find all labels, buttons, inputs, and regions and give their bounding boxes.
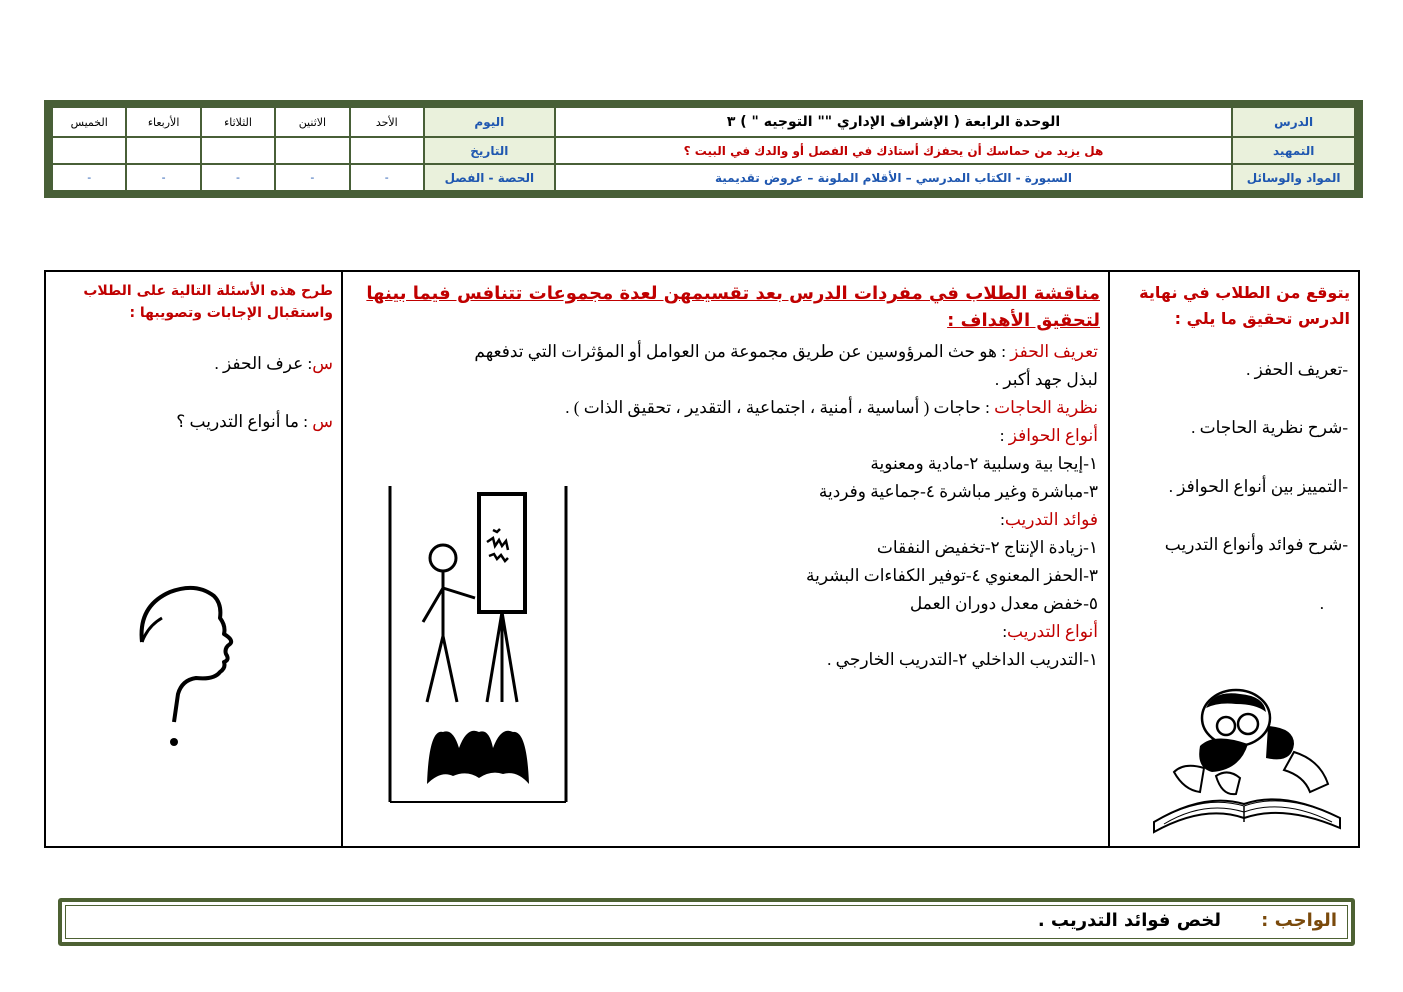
lesson-body-table — [44, 270, 1360, 848]
benefits-item: ١-زيادة الإنتاج ٢-تخفيض النفقات — [876, 538, 1098, 557]
question-1 — [215, 354, 334, 374]
intro-text: هل يزيد من حماسك أن يحفزك أستاذك في الفصل أو والدك في البيت ؟ — [556, 138, 1232, 163]
training-types-item: ١-التدريب الداخلي ٢-التدريب الخارجي . — [827, 650, 1098, 669]
incentives-label: أنواع الحوافز — [1008, 426, 1098, 445]
content-column — [341, 272, 1108, 846]
date-cell — [53, 138, 125, 163]
questions-heading: طرح هذه الأسئلة التالية على الطلاب واستقبال الإجابات وتصويبها : — [83, 283, 333, 321]
day-label: اليوم — [425, 108, 554, 136]
objectives-heading: يتوقع من الطلاب في نهاية الدرس تحقيق ما يلي : — [1139, 283, 1350, 328]
objective-item: . — [1319, 594, 1324, 613]
benefits-label: فوائد التدريب — [1004, 510, 1098, 529]
period-class-label: الحصة - الفصل — [425, 165, 554, 190]
benefits-item: ٣-الحفز المعنوي ٤-توفير الكفاءات البشرية — [806, 566, 1098, 585]
period-cell: - — [127, 165, 199, 190]
day-monday: الاثنين — [276, 108, 348, 136]
question-prefix: س — [312, 354, 333, 373]
objective-item: -تعريف الحفز . — [1246, 360, 1348, 379]
day-sunday: الأحد — [351, 108, 423, 136]
objective-item: -التمييز بين أنواع الحوافز . — [1168, 477, 1348, 496]
definition-text: : هو حث المرؤوسين عن طريق مجموعة من العوامل أو المؤثرات التي تدفعهم — [474, 342, 1011, 361]
reading-man-illustration — [1144, 672, 1350, 840]
homework-box — [58, 898, 1355, 946]
lesson-title: الوحدة الرابعة ( الإشراف الإداري "" التوجيه " ) ٣ — [556, 108, 1232, 136]
question-prefix: س — [312, 412, 333, 431]
training-types-label: أنواع التدريب — [1007, 622, 1098, 641]
header-row-materials — [53, 165, 1354, 190]
homework-text: لخص فوائد التدريب . — [1037, 910, 1221, 931]
lesson-header-table — [44, 100, 1363, 198]
date-cell — [202, 138, 274, 163]
date-cell — [276, 138, 348, 163]
date-label: التاريخ — [425, 138, 554, 163]
day-thursday: الخميس — [53, 108, 125, 136]
period-cell: - — [351, 165, 423, 190]
header-row-lesson — [53, 108, 1354, 136]
presenter-illustration — [387, 486, 569, 804]
content-heading: مناقشة الطلاب في مفردات الدرس بعد تقسيمهن لعدة مجموعات تتنافس فيما بينها لتحقيق الأهداف : — [366, 283, 1100, 331]
needs-line — [565, 398, 1098, 418]
benefits-colon: : — [1000, 510, 1005, 529]
benefits-line — [1000, 510, 1098, 530]
needs-text: : حاجات ( أساسية ، أمنية ، اجتماعية ، التقدير ، تحقيق الذات ) . — [565, 398, 995, 417]
objective-item: -شرح فوائد وأنواع التدريب — [1164, 535, 1348, 554]
training-types-line — [1002, 622, 1098, 642]
benefits-item: ٥-خفض معدل دوران العمل — [909, 594, 1098, 613]
question-2 — [176, 412, 333, 432]
materials-text: السبورة - الكتاب المدرسي – الأقلام الملونة – عروض تقديمية — [556, 165, 1232, 190]
header-row-intro — [53, 138, 1354, 163]
period-cell: - — [53, 165, 125, 190]
question-text: : ما أنواع التدريب ؟ — [176, 412, 313, 431]
questions-column — [46, 272, 341, 846]
day-wednesday: الأربعاء — [127, 108, 199, 136]
period-cell: - — [202, 165, 274, 190]
definition-line-2: لبذل جهد أكبر . — [994, 370, 1098, 389]
objective-item: -شرح نظرية الحاجات . — [1191, 418, 1348, 437]
question-head-icon — [134, 582, 242, 762]
incentives-item: ١-إيجا بية وسلبية ٢-مادية ومعنوية — [870, 454, 1098, 473]
date-cell — [127, 138, 199, 163]
intro-label: التمهيد — [1233, 138, 1354, 163]
definition-line — [474, 342, 1098, 362]
objectives-column — [1108, 272, 1358, 846]
incentives-item: ٣-مباشرة وغير مباشرة ٤-جماعية وفردية — [818, 482, 1098, 501]
definition-label: تعريف الحفز — [1010, 342, 1098, 361]
homework-label: الواجب : — [1261, 910, 1337, 931]
needs-label: نظرية الحاجات — [994, 398, 1098, 417]
training-types-colon: : — [1002, 622, 1008, 641]
lesson-label: الدرس — [1233, 108, 1354, 136]
day-tuesday: الثلاثاء — [202, 108, 274, 136]
incentives-line — [1000, 426, 1098, 446]
period-cell: - — [276, 165, 348, 190]
materials-label: المواد والوسائل — [1233, 165, 1354, 190]
date-cell — [351, 138, 423, 163]
question-text: : عرف الحفز . — [214, 354, 313, 373]
incentives-colon: : — [999, 426, 1009, 445]
